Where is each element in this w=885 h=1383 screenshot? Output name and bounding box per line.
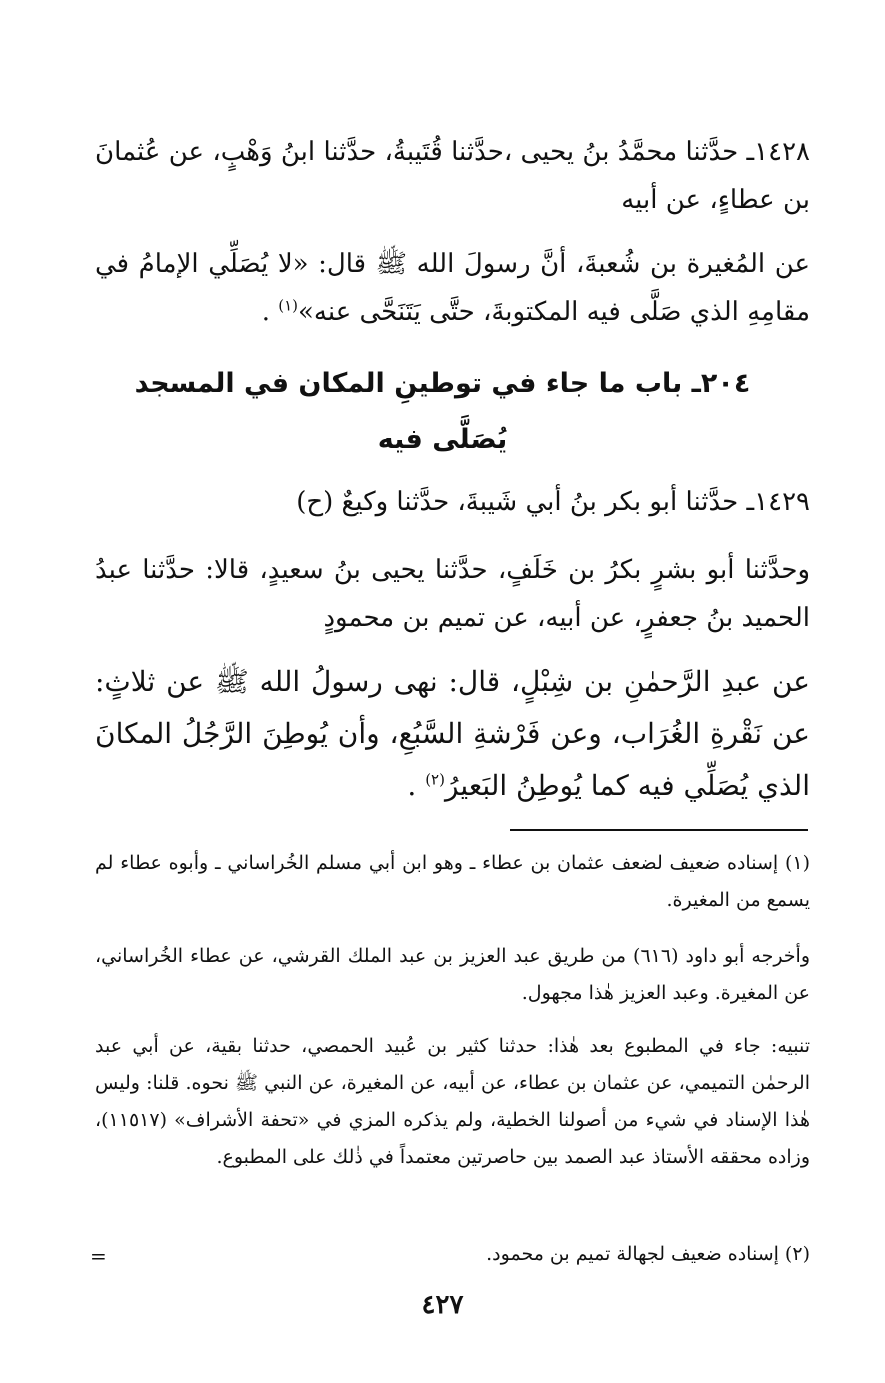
chapter-heading-line-1: ٢٠٤ـ باب ما جاء في توطينِ المكان في المسجد <box>134 368 751 399</box>
footnote-ref-1: (١) <box>278 296 298 315</box>
footnote-2: (٢) إسناده ضعيف لجهالة تميم بن محمود. <box>486 1243 810 1265</box>
footnote-ref-2: (٢) <box>425 770 445 789</box>
hadith-1428-matn: عن المُغيرة بن شُعبةَ، أنَّ رسولَ الله ﷺ قال: «لا يُصَلِّي الإمامُ في مقامِهِ الذي صَلَّى فيه المكتوبةَ، حتَّى يَتَنَحَّى عنه»$^{(١)}$ . <box>95 249 810 327</box>
continuation-mark: = <box>90 1244 107 1268</box>
footnote-1-paragraph-1: (١) إسناده ضعيف لضعف عثمان بن عطاء ـ وهو ابن أبي مسلم الخُراساني ـ وأبوه عطاء لم يسمع من المغيرة. <box>95 852 810 911</box>
hadith-1429-isnad-1: ١٤٢٩ـ حدَّثنا أبو بكر بنُ أبي شَيبةَ، حدَّثنا وكيعٌ (ح) <box>296 487 810 517</box>
hadith-1428-isnad: ١٤٢٨ـ حدَّثنا محمَّدُ بنُ يحيى ،حدَّثنا قُتَيبةُ، حدَّثنا ابنُ وَهْبٍ، عن عُثمانَ بن عطاءٍ، عن أبيه <box>95 137 810 215</box>
footnote-1-paragraph-3: تنبيه: جاء في المطبوع بعد هٰذا: حدثنا كثير بن عُبيد الحمصي، حدثنا بقية، عن أبي عبد الرحمٰن التميمي، عن عثمان بن عطاء، عن أبيه، عن المغيرة، عن النبي ﷺ نحوه. قلنا: وليس هٰذا الإسناد في شيء من أصولنا الخطية، ولم يذكره المزي في «تحفة الأشراف» (١١٥١٧)، وزاده محققه الأستاذ عبد الصمد بين حاصرتين معتمداً في ذٰلك على المطبوع. <box>95 1035 810 1168</box>
footnote-1-paragraph-2: وأخرجه أبو داود (٦١٦) من طريق عبد العزيز بن عبد الملك القرشي، عن عطاء الخُراساني، عن المغيرة. وعبد العزيز هٰذا مجهول. <box>95 945 810 1004</box>
footnote-separator <box>510 829 808 831</box>
page-number: ٤٢٧ <box>421 1290 464 1320</box>
hadith-1429-isnad-2: وحدَّثنا أبو بشرٍ بكرُ بن خَلَفٍ، حدَّثنا يحيى بنُ سعيدٍ، قالا: حدَّثنا عبدُ الحميد بنُ جعفرٍ، عن أبيه، عن تميم بن محمودٍ <box>95 555 810 633</box>
hadith-1429-matn: عن عبدِ الرَّحمٰنِ بن شِبْلٍ، قال: نهى رسولُ الله ﷺ عن ثلاثٍ: عن نَقْرةِ الغُرَاب، وعن فَرْشةِ السَّبُعِ، وأن يُوطِنَ الرَّجُلُ المكانَ الذي يُصَلِّي فيه كما يُوطِنُ البَعيرُ$^{(٢)}$ . <box>95 665 810 802</box>
chapter-heading-line-2: يُصَلَّى فيه <box>377 424 508 455</box>
